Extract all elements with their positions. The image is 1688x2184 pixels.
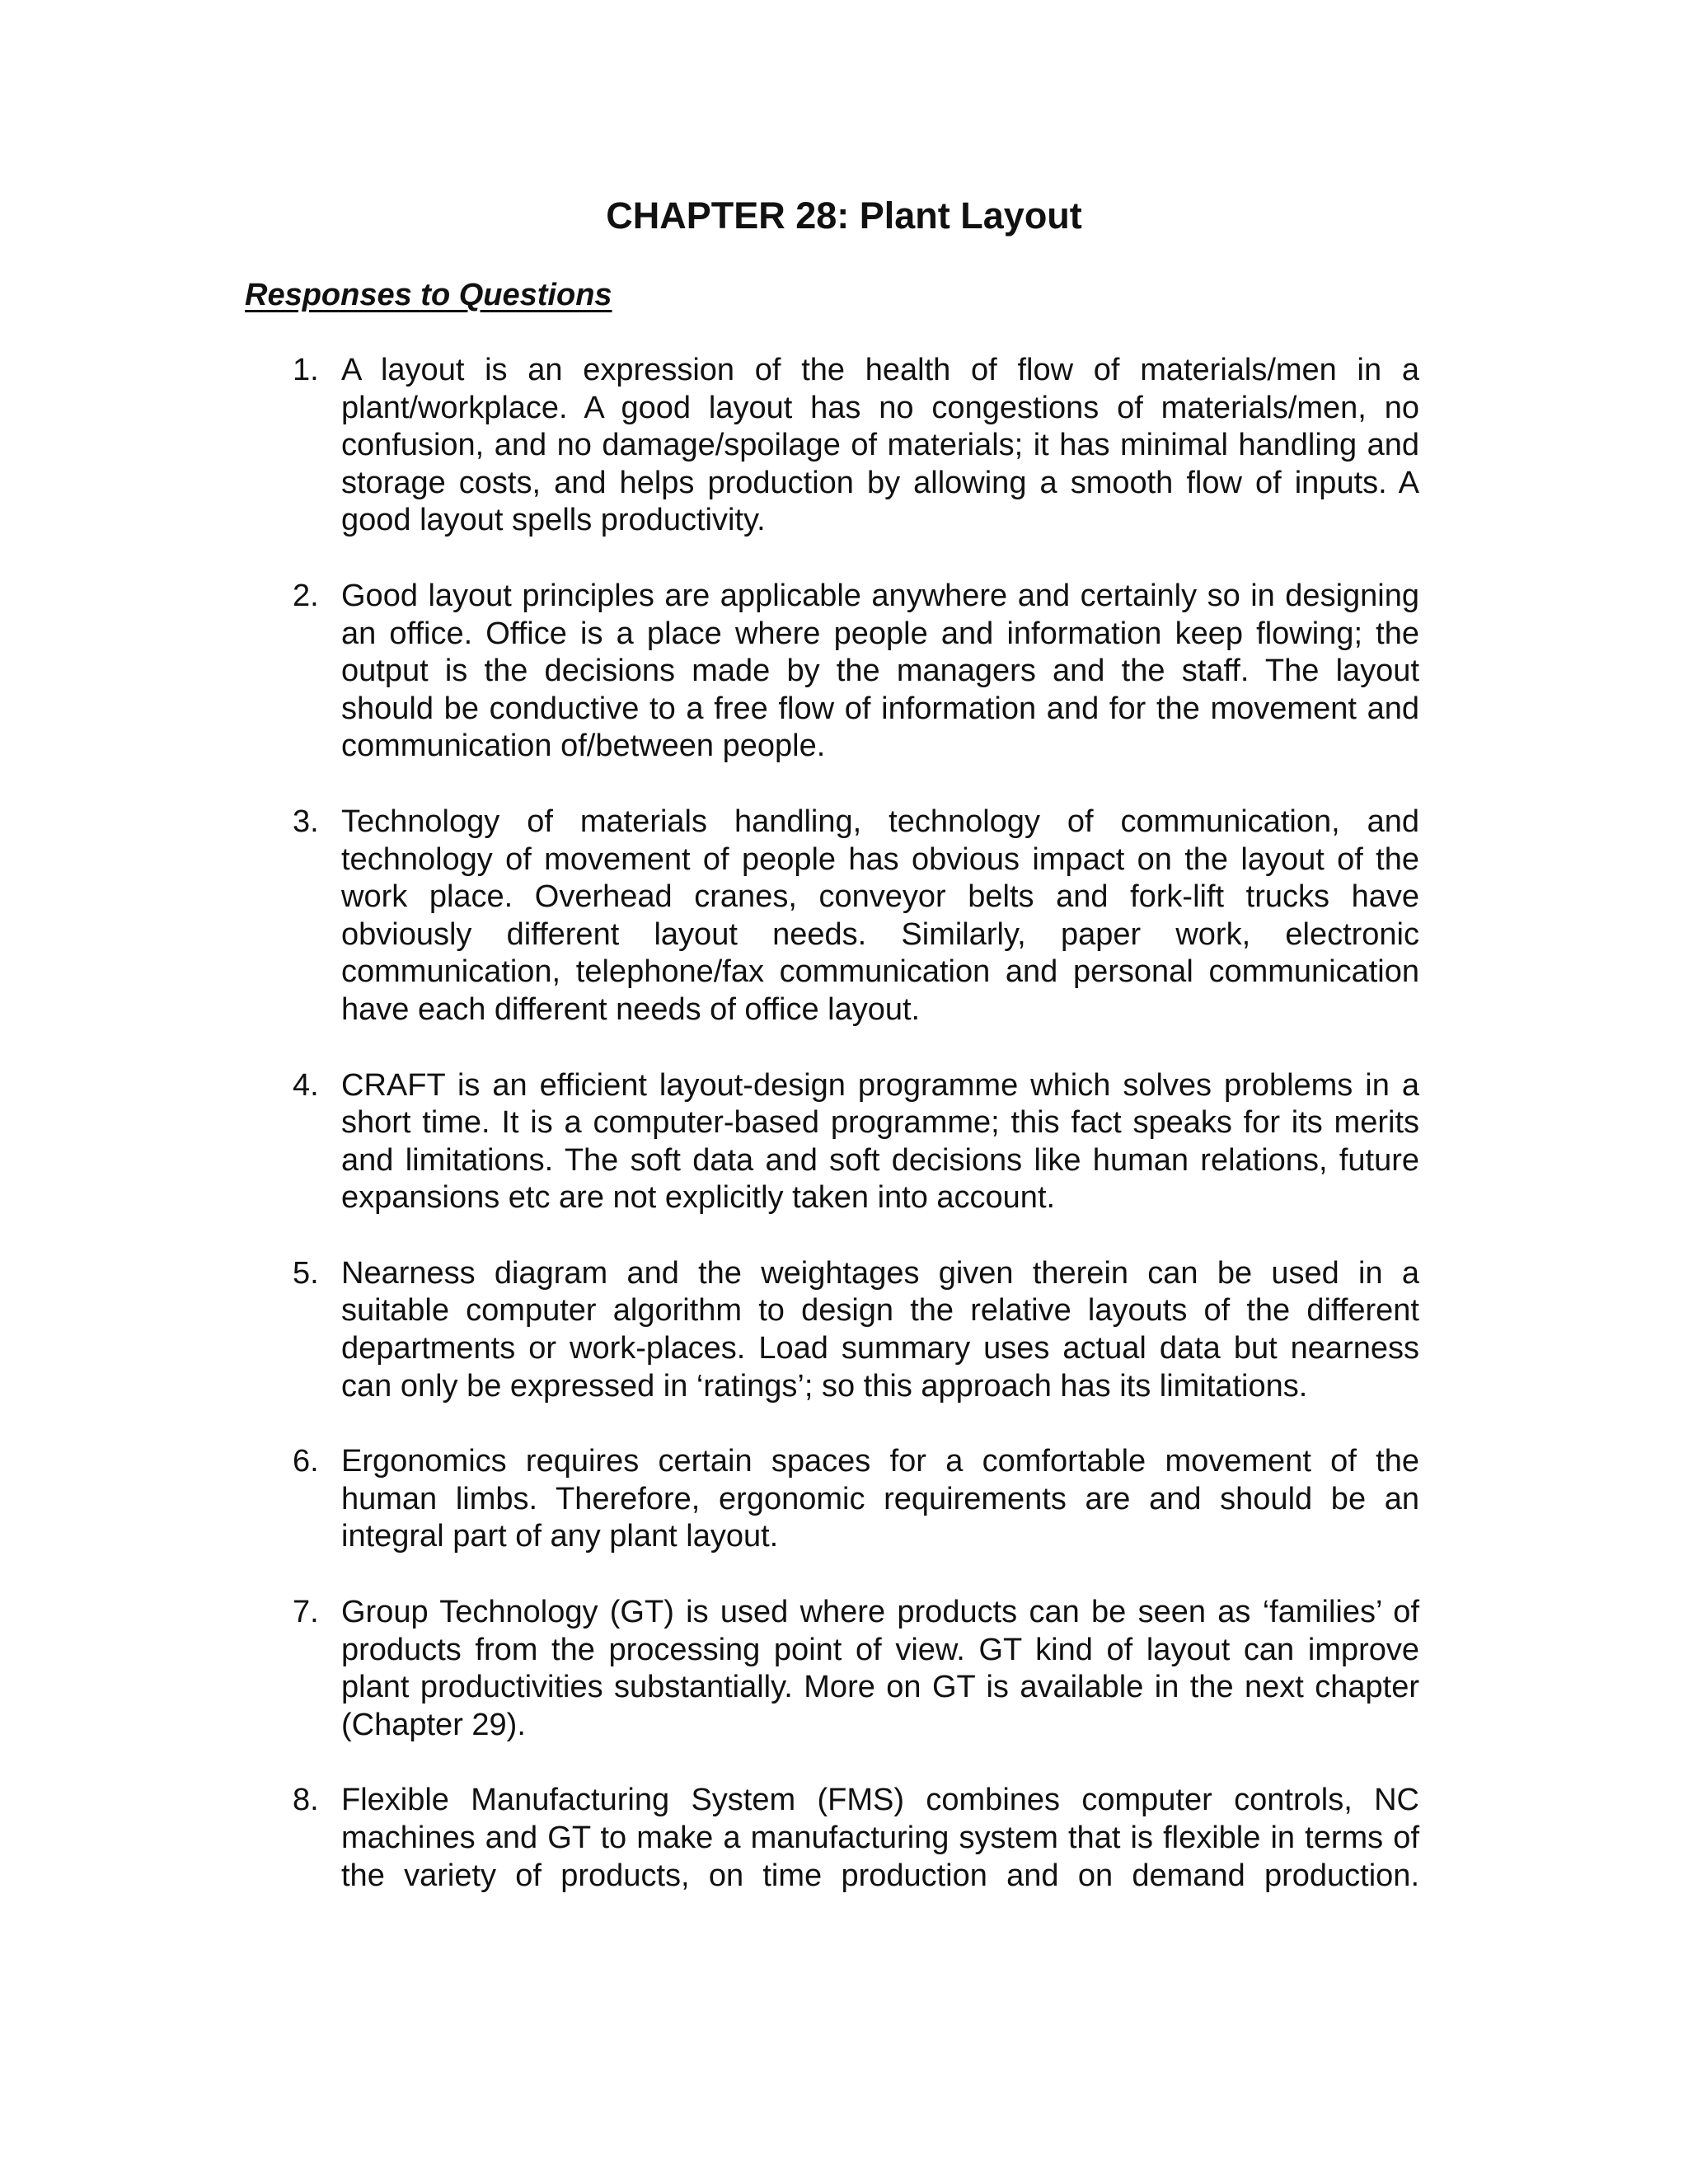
item-text: CRAFT is an efficient layout-design programme which solves problems in a short time. It is a computer-based programme; this fact speaks for its merits and limitations. The soft data and soft decisions like human relations, future expansions etc are not explicitly taken into account. <box>341 1067 1419 1216</box>
response-item-7 <box>245 1594 1419 1744</box>
item-number: 6. <box>293 1444 319 1479</box>
response-item-3 <box>245 804 1419 1029</box>
response-item-5 <box>245 1255 1419 1405</box>
response-item-8 <box>245 1782 1419 1895</box>
item-number: 5. <box>293 1255 319 1291</box>
chapter-title: CHAPTER 28: Plant Layout <box>606 194 1082 237</box>
response-item-2 <box>245 578 1419 766</box>
item-number: 7. <box>293 1595 319 1630</box>
item-text: Technology of materials handling, technology of communication, and technology of movement of people has obvious impact on the layout of the work place. Overhead cranes, conveyor belts and fork-lift trucks have obviously different layout needs. Similarly, paper work, electronic communication, telephone/fax communication and personal communication have each different needs of office layout. <box>341 804 1419 1027</box>
item-text: Ergonomics requires certain spaces for a comfortable movement of the human limbs. Therefore, ergonomic requirements are and should be an integral part of any plant layout. <box>341 1444 1419 1554</box>
item-text: Group Technology (GT) is used where products can be seen as ‘families’ of products from the processing point of view. GT kind of layout can improve plant productivities substantially. More on GT is available in the next chapter (Chapter 29). <box>341 1595 1419 1742</box>
section-heading: Responses to Questions <box>245 278 612 312</box>
item-number: 8. <box>293 1783 319 1818</box>
response-item-6 <box>245 1443 1419 1556</box>
item-number: 2. <box>293 578 319 613</box>
item-number: 3. <box>293 804 319 839</box>
item-text: Good layout principles are applicable anywhere and certainly so in designing an office. Office is a place where people and information keep flowing; the output is the decisions made by the managers and the staff. The layout should be conductive to a free flow of information and for the movement and communication of/between people. <box>341 578 1419 764</box>
item-text: A layout is an expression of the health of flow of materials/men in a plant/workplace. A good layout has no congestions of materials/men, no confusion, and no damage/spoilage of materials; it has minimal handling and storage costs, and helps production by allowing a smooth flow of inputs. A good layout spells productivity. <box>341 353 1419 538</box>
responses-list <box>245 352 1419 1933</box>
response-item-1 <box>245 352 1419 540</box>
item-text: Nearness diagram and the weightages given therein can be used in a suitable computer algorithm to design the relative layouts of the different departments or work-places. Load summary uses actual data but nearness can only be expressed in ‘ratings’; so this approach has its limitations. <box>341 1255 1419 1404</box>
item-number: 1. <box>293 353 319 387</box>
item-number: 4. <box>293 1067 319 1103</box>
item-text: Flexible Manufacturing System (FMS) combines computer controls, NC machines and GT to make a manufacturing system that is flexible in terms of the variety of products, on time production and on demand production. <box>341 1783 1419 1893</box>
response-item-4 <box>245 1067 1419 1217</box>
